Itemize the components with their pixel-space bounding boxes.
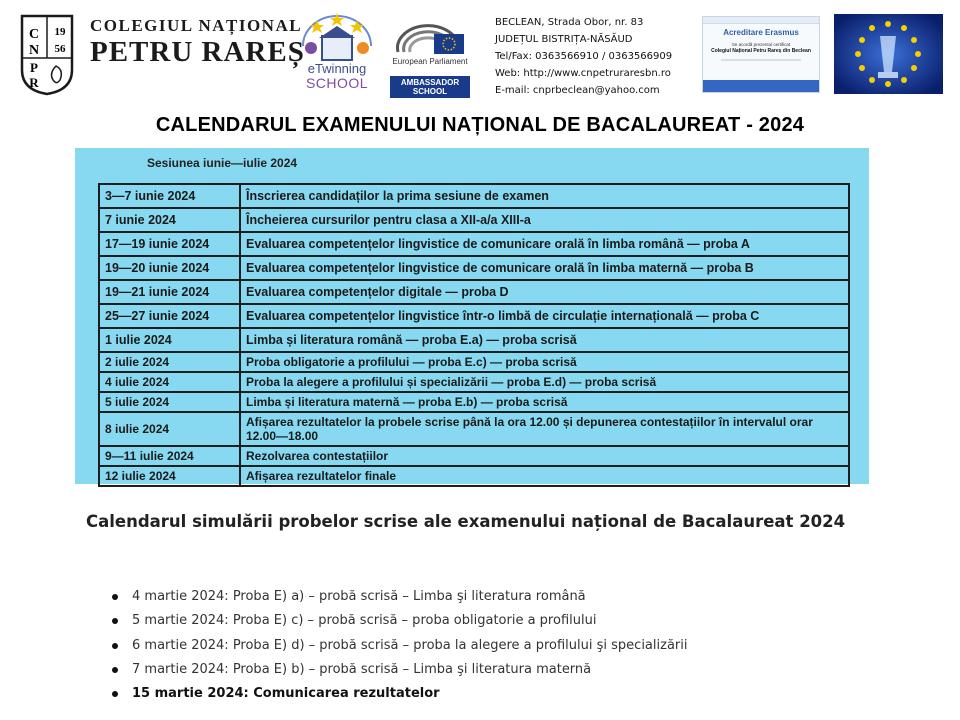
contact-phone: Tel/Fax: 0363566910 / 0363566909 [495,51,673,62]
table-row [99,328,849,352]
school-name-line2: PETRU RAREȘ [90,36,305,68]
etwinning-label [298,62,376,90]
row-event: Evaluarea competențelor lingvistice într-o limbă de circulație internațională — proba C [240,304,849,328]
ep-label [390,57,470,98]
row-event: Limba și literatura maternă — proba E.b) — proba scrisă [240,392,849,412]
row-date: 8 iulie 2024 [99,412,240,446]
session-title: Sesiunea iunie—iulie 2024 [147,156,298,170]
row-event: Încheierea cursurilor pentru clasa a XII-a/a XIII-a [240,208,849,232]
table-row [99,392,849,412]
row-date: 12 iulie 2024 [99,466,240,486]
bullet-icon [112,618,118,624]
etwinning-text: eTwinning [307,61,367,76]
simulation-list [112,585,687,706]
school-name [90,16,305,68]
table-row [99,304,849,328]
table-row [99,184,849,208]
bullet-icon [112,667,118,673]
schedule-panel [75,148,869,484]
table-row [99,352,849,372]
row-date: 19—21 iunie 2024 [99,280,240,304]
svg-text:R: R [29,75,39,90]
bullet-icon [112,643,118,649]
row-event: Limba și literatura română — proba E.a) — proba scrisă [240,328,849,352]
table-row [99,232,849,256]
table-row [99,280,849,304]
row-date: 5 iulie 2024 [99,392,240,412]
erasmus-title: Acreditare Erasmus [723,28,799,37]
table-row [99,466,849,486]
simulation-title: Calendarul simulării probelor scrise ale examenului național de Bacalaureat 2024 [86,512,846,531]
bullet-icon [112,594,118,600]
contact-web[interactable]: Web: http://www.cnpetruraresbn.ro [495,68,671,79]
svg-text:P: P [30,60,38,75]
row-event: Evaluarea competențelor lingvistice de comunicare orală în limba maternă — proba B [240,256,849,280]
table-row [99,412,849,446]
table-row [99,372,849,392]
table-row [99,256,849,280]
list-item-text: 4 martie 2024: Proba E) a) – probă scrisă – Limba şi literatura română [132,589,586,604]
list-item-text: 15 martie 2024: Comunicarea rezultatelor [132,686,440,702]
list-item [112,585,687,609]
list-item-text: 5 martie 2024: Proba E) c) – probă scrisă – proba obligatorie a profilului [132,613,597,629]
school-crest-icon [20,14,74,96]
contact-info [495,14,672,99]
row-event: Înscrierea candidaților la prima sesiune de examen [240,184,849,208]
table-row [99,446,849,466]
row-date: 9—11 iulie 2024 [99,446,240,466]
schedule-table [98,183,850,487]
row-event: Evaluarea competențelor digitale — proba D [240,280,849,304]
row-date: 7 iunie 2024 [99,208,240,232]
row-event: Afișarea rezultatelor finale [240,466,849,486]
contact-address: BECLEAN, Strada Obor, nr. 83 [495,17,644,28]
row-date: 4 iulie 2024 [99,372,240,392]
ep-text: European Parliament [392,57,468,66]
table-row [99,208,849,232]
erasmus-certificate-icon [702,16,820,93]
contact-email[interactable]: E-mail: cnprbeclean@yahoo.com [495,85,660,96]
list-item-text: 6 martie 2024: Proba E) d) – probă scrisă – proba la alegere a profilului şi specializării [132,637,688,653]
row-event: Afișarea rezultatelor la probele scrise până la ora 12.00 și depunerea contestațiilor în intervalul orar 12.00—18.00 [240,412,849,446]
row-date: 1 iulie 2024 [99,328,240,352]
list-item [112,634,687,658]
erasmus-name: Colegiul Național Petru Rareș din Beclean [711,48,811,54]
list-item [112,609,687,633]
contact-county: JUDEȚUL BISTRIȚA-NĂSĂUD [495,34,633,45]
row-date: 2 iulie 2024 [99,352,240,372]
row-event: Proba la alegere a profilului și specializării — proba E.d) — proba scrisă [240,372,849,392]
row-event: Evaluarea competențelor lingvistice de comunicare orală în limba română — proba A [240,232,849,256]
row-date: 19—20 iunie 2024 [99,256,240,280]
award-trophy-icon [834,14,943,94]
bullet-icon [112,691,118,697]
row-event: Proba obligatorie a profilului — proba E.c) — proba scrisă [240,352,849,372]
row-date: 25—27 iunie 2024 [99,304,240,328]
school-name-line1: COLEGIUL NAȚIONAL [90,16,303,35]
svg-text:56: 56 [54,43,66,55]
ep-ambassador-text: AMBASSADOR SCHOOL [390,76,470,98]
erasmus-sub: Se acordă prezentul certificat [731,42,791,47]
etwinning-school-text: SCHOOL [305,75,369,91]
list-item [112,658,687,682]
svg-text:N: N [28,43,40,58]
row-event: Rezolvarea contestațiilor [240,446,849,466]
page-title: CALENDARUL EXAMENULUI NAȚIONAL DE BACALAUREAT - 2024 [155,114,805,136]
list-item [112,682,687,706]
row-date: 3—7 iunie 2024 [99,184,240,208]
list-item-text: 7 martie 2024: Proba E) b) – probă scrisă – Limba şi literatura maternă [132,661,592,677]
row-date: 17—19 iunie 2024 [99,232,240,256]
svg-text:C: C [28,27,40,42]
svg-text:19: 19 [54,26,66,38]
